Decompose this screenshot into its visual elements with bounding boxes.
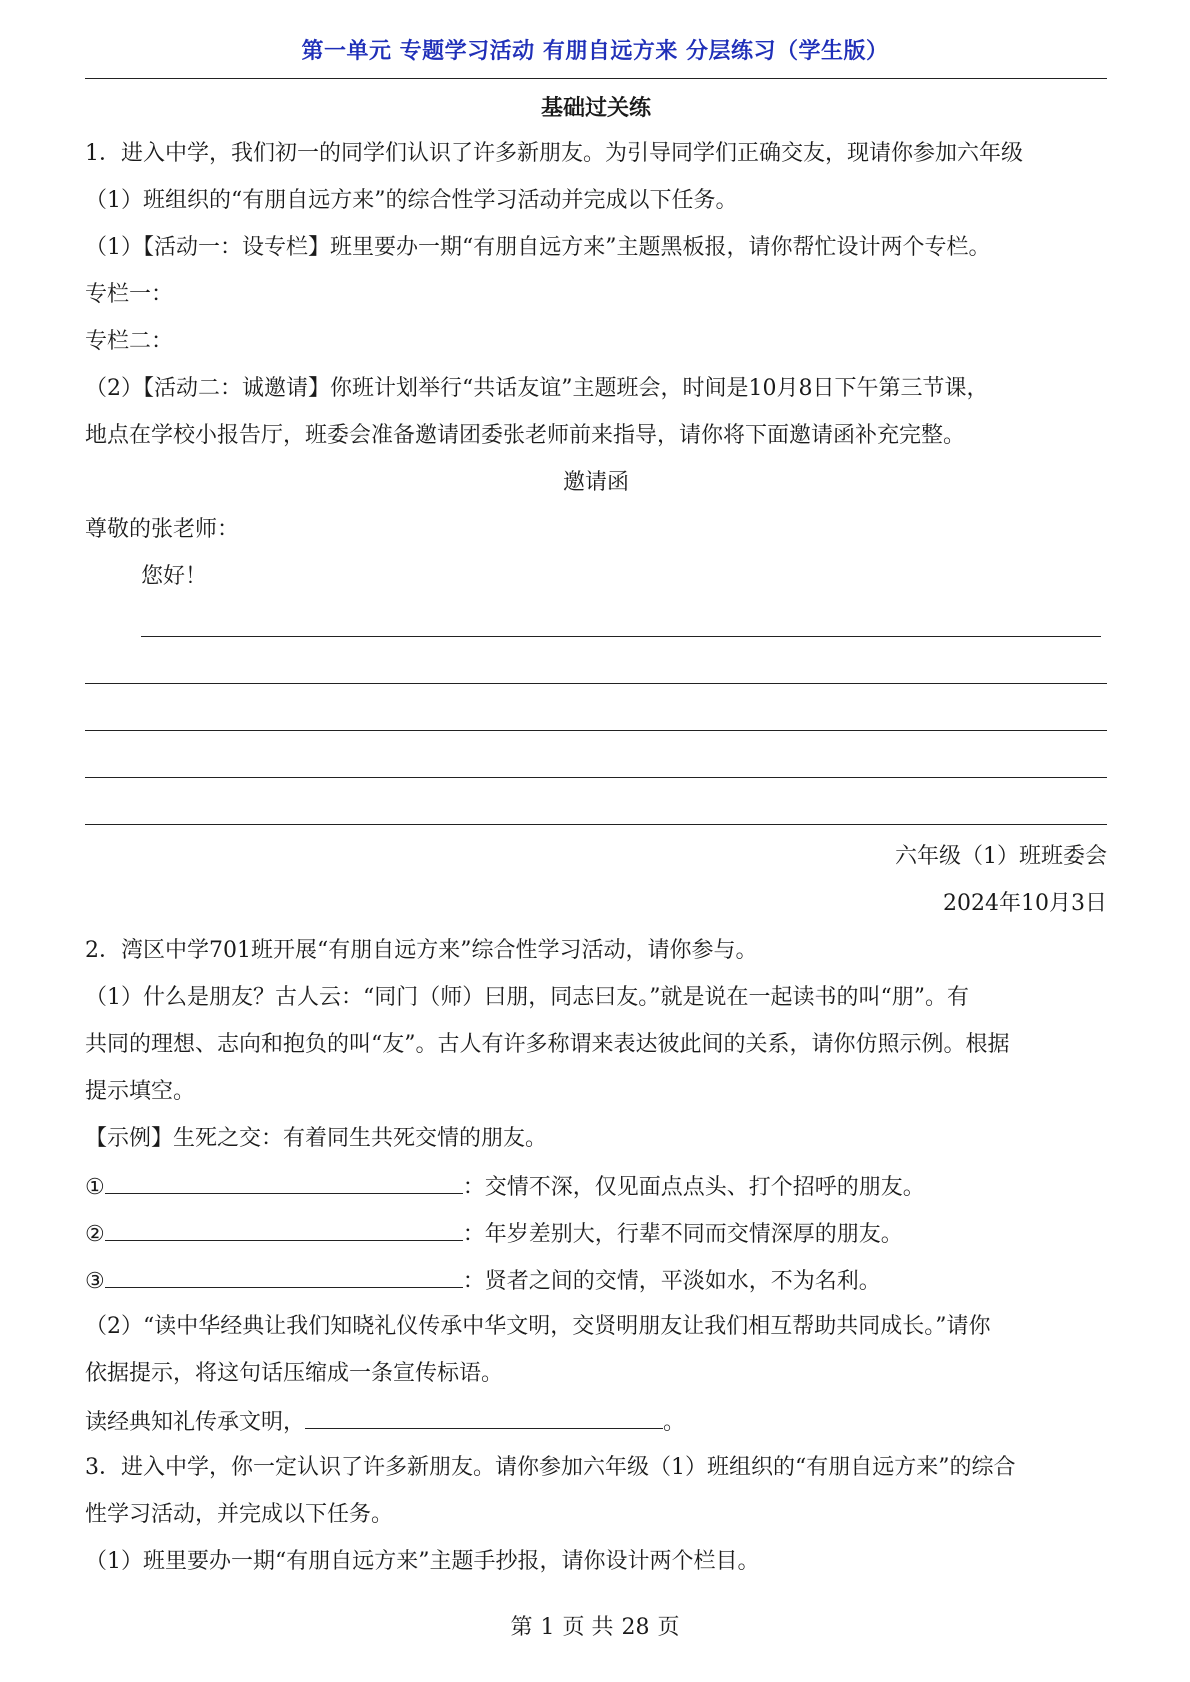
q1-intro-line2: （1）班组织的“有朋自远方来”的综合性学习活动并完成以下任务。 (85, 188, 738, 213)
letter-answer-line-5[interactable] (85, 824, 1107, 825)
item-number: ① (85, 1175, 105, 1200)
fill-blank-2[interactable] (105, 1218, 463, 1241)
q2-example: 【示例】生死之交：有着同生共死交情的朋友。 (85, 1126, 548, 1151)
q2-item-1 (85, 1171, 1107, 1203)
q2-item-2 (85, 1218, 1107, 1250)
q2-part2-line2: 依据提示，将这句话压缩成一条宣传标语。 (85, 1361, 504, 1386)
letter-signature: 六年级（1）班班委会 (895, 844, 1107, 869)
footer-end: 页 (657, 1615, 680, 1640)
letter-answer-line-2[interactable] (85, 683, 1107, 684)
q2-part2-line1: （2）“读中华经典让我们知晓礼仪传承中华文明，交贤明朋友让我们相互帮助共同成长。”请你 (85, 1314, 991, 1339)
document-header: 第一单元 专题学习活动 有朋自远方来 分层练习（学生版） (301, 39, 889, 64)
page-footer (0, 1610, 1190, 1641)
q1-intro-line1: 1．进入中学，我们初一的同学们认识了许多新朋友。为引导同学们正确交友，现请你参加六年级 (85, 141, 1024, 166)
slogan-blank[interactable] (305, 1406, 663, 1429)
slogan-suffix: 。 (663, 1410, 686, 1435)
item-number: ③ (85, 1269, 105, 1294)
letter-date: 2024年10月3日 (943, 891, 1107, 916)
q2-item-3 (85, 1265, 1107, 1297)
letter-salutation: 尊敬的张老师： (85, 517, 240, 542)
q1-part1: （1）【活动一：设专栏】班里要办一期“有朋自远方来”主题黑板报，请你帮忙设计两个专栏。 (85, 235, 991, 260)
footer-total-pages: 28 (621, 1615, 650, 1640)
letter-title: 邀请函 (562, 470, 629, 495)
item-number: ② (85, 1222, 105, 1247)
q1-part2-line1: （2）【活动二：诚邀请】你班计划举行“共话友谊”主题班会，时间是10月8日下午第三节课， (85, 376, 989, 401)
q2-part1-line2: 共同的理想、志向和抱负的叫“友”。古人有许多称谓来表达彼此间的关系，请你仿照示例。根据 (85, 1032, 1010, 1057)
q3-intro-line1: 3．进入中学，你一定认识了许多新朋友。请你参加六年级（1）班组织的“有朋自远方来”的综合 (85, 1455, 1016, 1480)
footer-page-number: 1 (540, 1615, 555, 1640)
slogan-prefix: 读经典知礼传承文明， (85, 1410, 306, 1435)
q3-intro-line2: 性学习活动，并完成以下任务。 (85, 1502, 394, 1527)
q2-part1-line1: （1）什么是朋友？古人云：“同门（师）曰朋，同志曰友。”就是说在一起读书的叫“朋”。有 (85, 985, 969, 1010)
header-divider (85, 78, 1107, 79)
section-title: 基础过关练 (540, 96, 651, 121)
q1-column1-label: 专栏一： (85, 282, 174, 307)
letter-greeting: 您好！ (141, 564, 208, 589)
letter-answer-line-4[interactable] (85, 777, 1107, 778)
letter-answer-line-1[interactable] (141, 636, 1101, 637)
item-description: ：贤者之间的交情，平淡如水，不为名利。 (462, 1269, 881, 1294)
footer-mid: 页 共 (562, 1615, 614, 1640)
q3-part1: （1）班里要办一期“有朋自远方来”主题手抄报，请你设计两个栏目。 (85, 1549, 760, 1574)
item-description: ：交情不深，仅见面点点头、打个招呼的朋友。 (462, 1175, 925, 1200)
q2-part1-line3: 提示填空。 (85, 1079, 196, 1104)
q1-part2-line2: 地点在学校小报告厅，班委会准备邀请团委张老师前来指导，请你将下面邀请函补充完整。 (85, 423, 966, 448)
q2-intro: 2．湾区中学701班开展“有朋自远方来”综合性学习活动，请你参与。 (85, 938, 758, 963)
letter-answer-line-3[interactable] (85, 730, 1107, 731)
q2-slogan (85, 1406, 1107, 1438)
q1-column2-label: 专栏二： (85, 329, 174, 354)
fill-blank-1[interactable] (105, 1171, 463, 1194)
fill-blank-3[interactable] (105, 1265, 463, 1288)
footer-label: 第 (510, 1615, 533, 1640)
item-description: ：年岁差别大，行辈不同而交情深厚的朋友。 (462, 1222, 903, 1247)
